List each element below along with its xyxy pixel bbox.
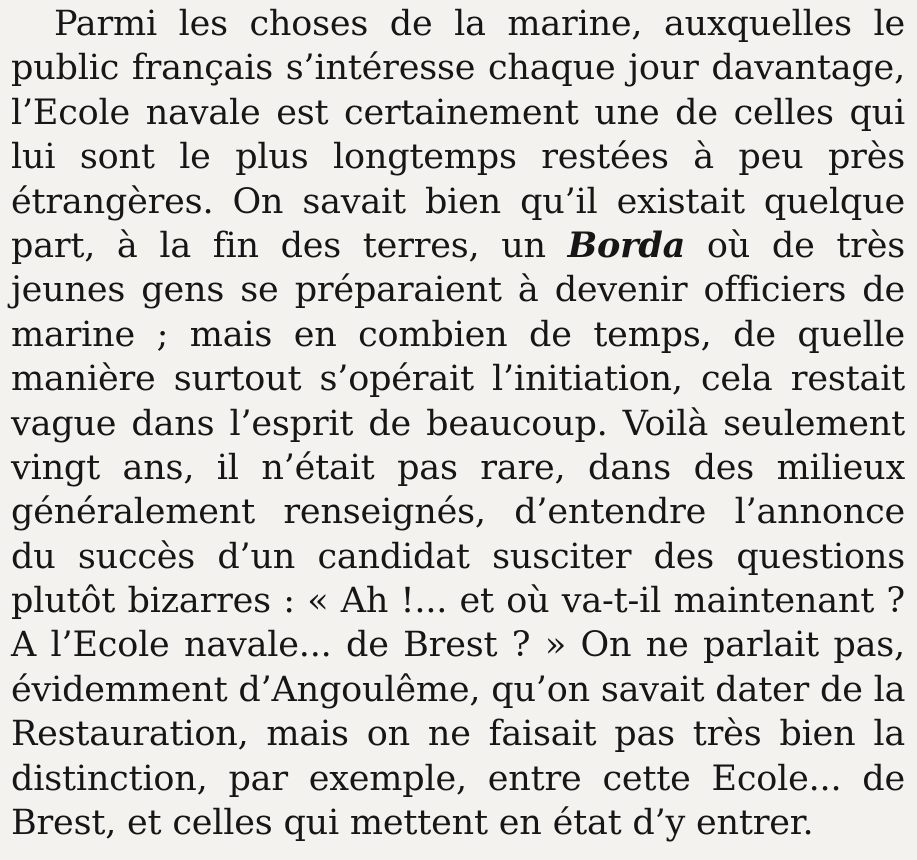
text-line: du succès d’un candidat susciter des questions [11,536,905,577]
text-line: distinction, par exemple, entre cette Ecole... de [11,758,905,799]
text-line: Parmi les choses de la marine, auxquelles le [54,4,905,44]
text-line: Brest, et celles qui mettent en état d’y entrer. [11,803,814,844]
text-line: A l’Ecole navale... de Brest ? » On ne parlait pas, [11,625,905,666]
text-line: Restauration, mais on ne faisait pas très bien la [11,714,905,755]
ship-name-italic: Borda [567,224,686,266]
paragraph [11,2,905,845]
text-line: vague dans l’esprit de beaucoup. Voilà seulement [11,403,905,444]
text-segment: part, à la fin des terres, un [11,225,568,266]
text-line: évidemment d’Angoulême, qu’on savait dater de la [11,669,906,710]
text-line: étrangères. On savait bien qu’il existait quelque [11,181,905,222]
text-segment: où de très [685,225,905,266]
text-line: jeunes gens se préparaient à devenir officiers de [11,270,905,311]
text-line: plutôt bizarres : « Ah !... et où va-t-il maintenant ? [11,581,905,622]
text-line: généralement renseignés, d’entendre l’annonce [11,492,905,533]
text-line: vingt ans, il n’était pas rare, dans des milieux [11,447,905,488]
text-line: marine ; mais en combien de temps, de quelle [11,314,905,355]
text-line: manière surtout s’opérait l’initiation, cela restait [11,359,905,400]
text-line [11,224,905,268]
text-line: public français s’intéresse chaque jour davantage, [11,48,905,89]
text-line: lui sont le plus longtemps restées à peu près [11,137,905,178]
text-line: l’Ecole navale est certainement une de celles qui [11,92,905,133]
